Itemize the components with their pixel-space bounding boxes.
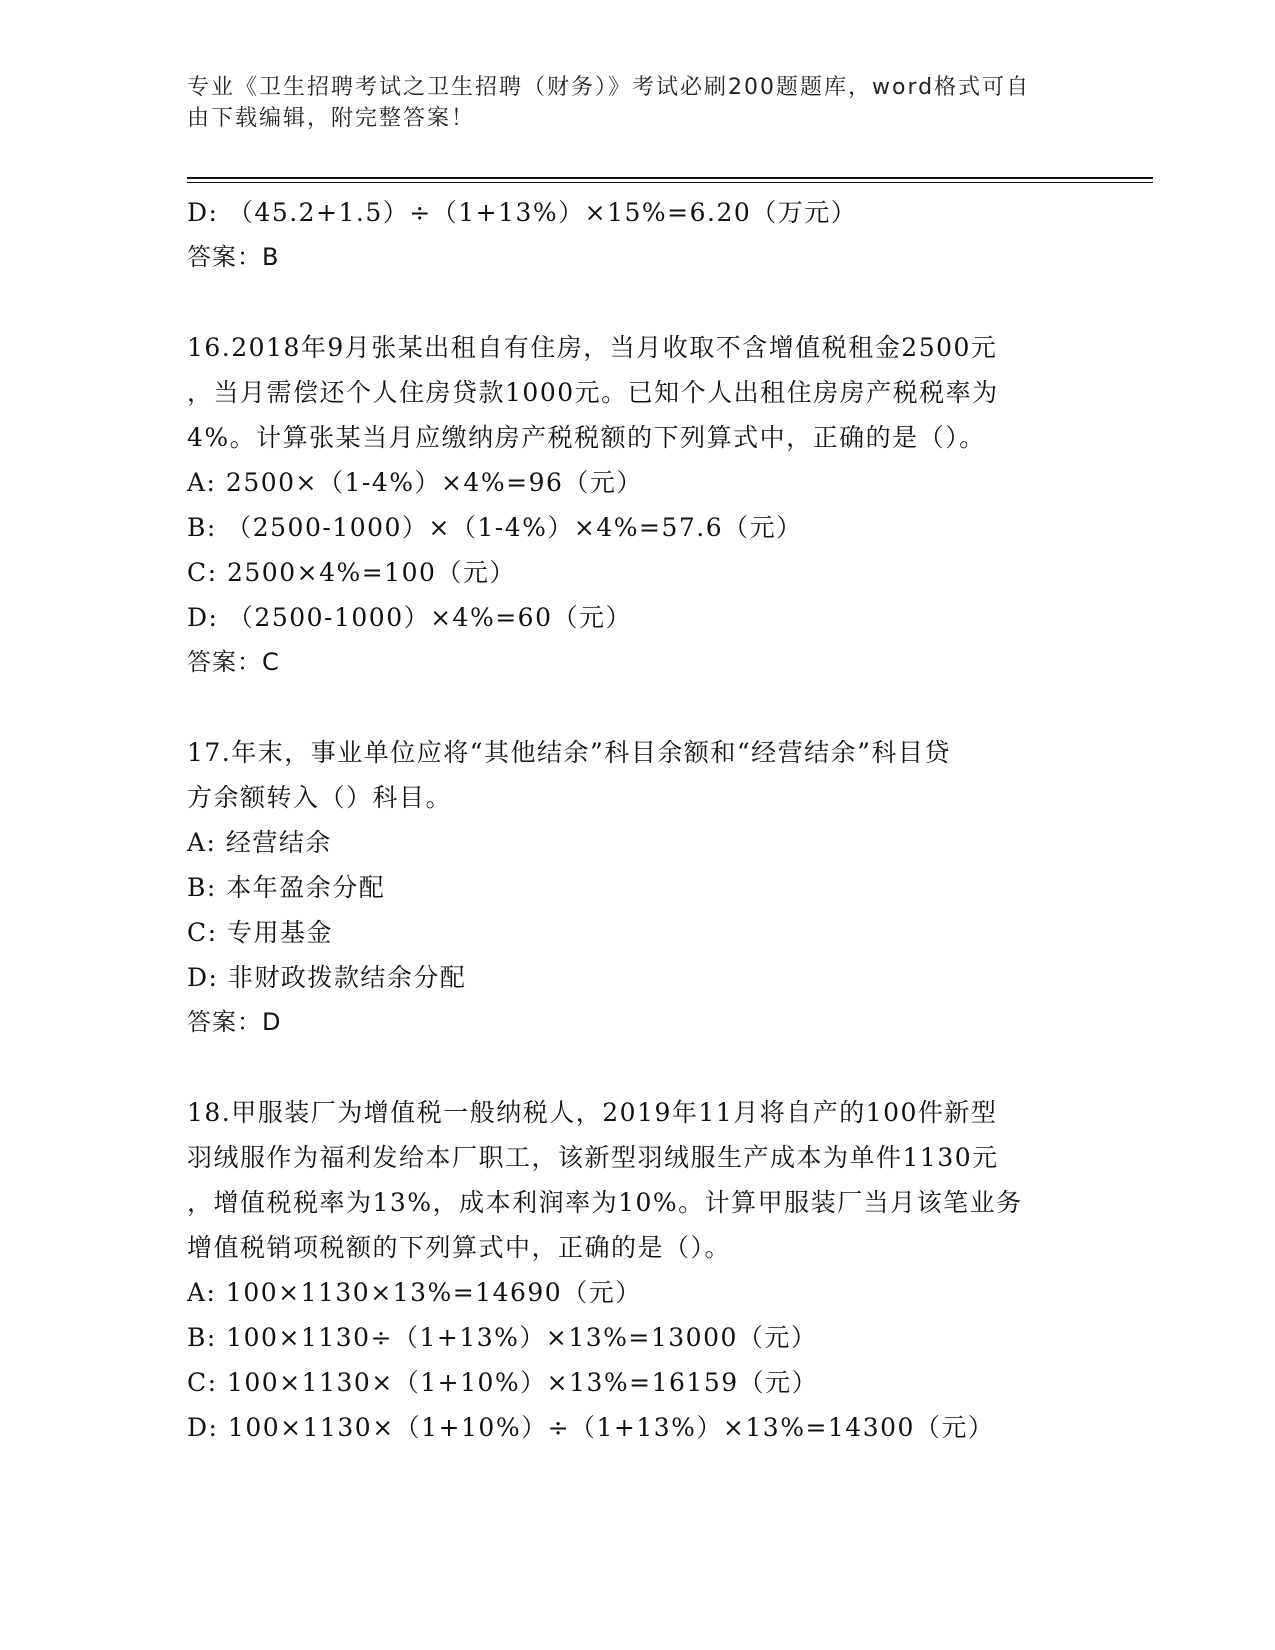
- document-body: [187, 190, 1087, 1450]
- question-15-tail: [187, 190, 1087, 280]
- header-line-1: 专业《卫生招聘考试之卫生招聘（财务）》考试必刷200题题库，word格式可自: [187, 75, 1031, 100]
- q17-stem-line-1: 17.年末，事业单位应将“其他结余”科目余额和“经营结余”科目贷: [187, 738, 951, 767]
- q18-option-d: D: 100×1130×（1+10%）÷（1+13%）×13%=14300（元）: [187, 1413, 995, 1442]
- q17-answer: 答案：D: [187, 1008, 282, 1036]
- document-header: [187, 72, 1087, 134]
- q15-answer: 答案：B: [187, 243, 280, 271]
- spacer: [187, 685, 1087, 730]
- q17-option-b: B: 本年盈余分配: [187, 873, 386, 902]
- q18-stem-line-1: 18.甲服装厂为增值税一般纳税人，2019年11月将自产的100件新型: [187, 1098, 998, 1127]
- q18-option-a: A: 100×1130×13%=14690（元）: [187, 1278, 642, 1307]
- q16-option-d: D: （2500-1000）×4%=60（元）: [187, 603, 632, 632]
- q16-option-a: A: 2500×（1-4%）×4%=96（元）: [187, 468, 643, 497]
- header-rule-thick: [187, 177, 1153, 179]
- question-17: [187, 730, 1087, 1045]
- q17-stem-line-2: 方余额转入（）科目。: [187, 783, 453, 812]
- q18-stem-line-4: 增值税销项税额的下列算式中，正确的是（）。: [187, 1233, 732, 1262]
- q18-stem-line-3: ，增值税税率为13%，成本利润率为10%。计算甲服装厂当月该笔业务: [187, 1188, 1023, 1217]
- spacer: [187, 1045, 1087, 1090]
- q18-option-c: C: 100×1130×（1+10%）×13%=16159（元）: [187, 1368, 819, 1397]
- q15-option-d: D: （45.2+1.5）÷（1+13%）×15%=6.20（万元）: [187, 198, 858, 227]
- q17-option-d: D: 非财政拨款结余分配: [187, 963, 467, 992]
- question-16: [187, 325, 1087, 685]
- spacer: [187, 280, 1087, 325]
- header-rule-thin: [187, 182, 1153, 183]
- q16-option-c: C: 2500×4%=100（元）: [187, 558, 516, 587]
- q18-option-b: B: 100×1130÷（1+13%）×13%=13000（元）: [187, 1323, 818, 1352]
- q16-option-b: B: （2500-1000）×（1-4%）×4%=57.6（元）: [187, 513, 803, 542]
- q17-option-a: A: 经营结余: [187, 828, 332, 857]
- q17-option-c: C: 专用基金: [187, 918, 333, 947]
- q16-stem-line-3: 4%。计算张某当月应缴纳房产税税额的下列算式中，正确的是（）。: [187, 423, 986, 452]
- q16-stem-line-2: ，当月需偿还个人住房贷款1000元。已知个人出租住房房产税税率为: [187, 378, 999, 407]
- q18-stem-line-2: 羽绒服作为福利发给本厂职工，该新型羽绒服生产成本为单件1130元: [187, 1143, 999, 1172]
- header-line-2: 由下载编辑，附完整答案！: [187, 106, 476, 131]
- question-18: [187, 1090, 1087, 1450]
- q16-stem-line-1: 16.2018年9月张某出租自有住房，当月收取不含增值税租金2500元: [187, 333, 998, 362]
- q16-answer: 答案：C: [187, 648, 280, 676]
